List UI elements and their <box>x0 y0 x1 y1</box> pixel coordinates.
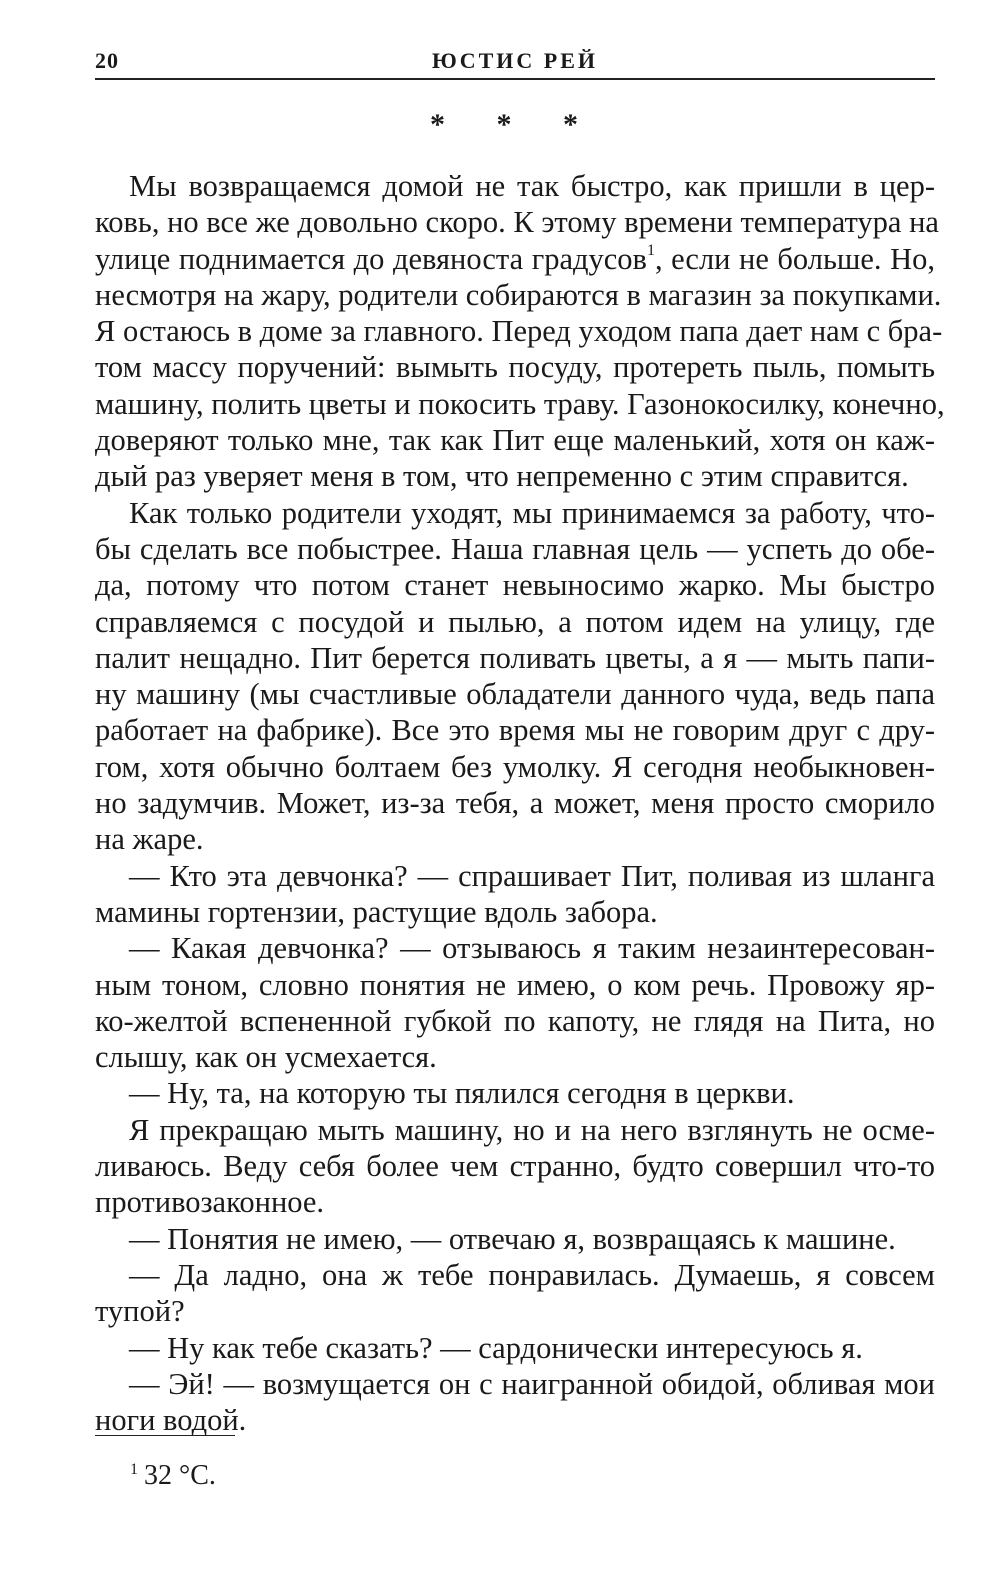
text-fragment: , если не больше. Но, <box>654 241 935 276</box>
text-line: работает на фабрике). Все это время мы не говорим друг с дру- <box>95 713 935 748</box>
text-line: несмотря на жару, родители собираются в магазин за покупками. <box>95 277 942 312</box>
text-line: машину, полить цветы и покосить траву. Газонокосилку, конечно, <box>95 386 945 421</box>
text-line: палит нещадно. Пит берется поливать цветы, а я — мыть папи- <box>95 640 935 675</box>
text-line: гом, хотя обычно болтаем без умолку. Я сегодня необыкновен- <box>95 749 935 784</box>
text-line: но задумчив. Может, из-за тебя, а может, меня просто сморило <box>95 786 935 821</box>
text-line: бы сделать все побыстрее. Наша главная цель — успеть до обе- <box>95 531 935 566</box>
footnote <box>130 1452 216 1494</box>
text-line: Как только родители уходят, мы принимаемся за работу, что- <box>129 495 935 530</box>
text-fragment: улице поднимается до девяноста градусов <box>95 241 647 276</box>
text-line: тупой? <box>95 1294 185 1329</box>
text-line: ковь, но все же довольно скоро. К этому времени температура на <box>95 205 939 240</box>
text-line: ным тоном, словно понятия не имею, о ком речь. Провожу яр- <box>95 967 935 1002</box>
text-line: — Ну как тебе сказать? — сардонически интересуюсь я. <box>129 1330 863 1365</box>
text-line: — Кто эта девчонка? — спрашивает Пит, поливая из шланга <box>129 858 935 893</box>
text-line: том массу поручений: вымыть посуду, протереть пыль, помыть <box>95 350 935 385</box>
text-line: дый раз уверяет меня в том, что непременно с этим справится. <box>95 459 909 494</box>
text-line: — Эй! — возмущается он с наигранной обидой, обливая мои <box>129 1366 935 1401</box>
text-line: — Какая девчонка? — отзываюсь я таким незаинтересован- <box>129 931 935 966</box>
text-line: противозаконное. <box>95 1185 325 1220</box>
footnote-rule <box>95 1435 235 1436</box>
footnote-marker: 1 <box>130 1461 138 1478</box>
text-line: справляемся с посудой и пылью, а потом идем на улицу, где <box>95 604 935 639</box>
body-text <box>95 168 945 1438</box>
text-line: ну машину (мы счастливые обладатели данного чуда, ведь папа <box>95 677 935 712</box>
text-line: доверяют только мне, так как Пит еще маленький, хотя он каж- <box>95 423 935 458</box>
text-line: на жаре. <box>95 822 204 857</box>
text-line: — Ну, та, на которую ты пялился сегодня в церкви. <box>129 1076 795 1111</box>
section-break: * * * <box>430 108 600 141</box>
text-line: — Да ладно, она ж тебе понравилась. Думаешь, я совсем <box>129 1257 935 1292</box>
text-line: да, потому что потом станет невыносимо жарко. Мы быстро <box>95 568 935 603</box>
footnote-reference: 1 <box>646 241 655 259</box>
text-line: ко-желтой вспененной губкой по капоту, не глядя на Пита, но <box>95 1003 935 1038</box>
text-line <box>95 241 935 277</box>
page-header <box>95 44 935 80</box>
running-head: ЮСТИС РЕЙ <box>431 48 599 73</box>
text-line: — Понятия не имею, — отвечаю я, возвращаясь к машине. <box>129 1221 896 1256</box>
text-line: ливаюсь. Веду себя более чем странно, будто совершил что-то <box>95 1149 935 1184</box>
text-line: Мы возвращаемся домой не так быстро, как пришли в цер- <box>129 169 935 203</box>
text-line: Я остаюсь в доме за главного. Перед уходом папа дает нам с бра- <box>95 314 943 349</box>
text-line: слышу, как он усмехается. <box>95 1040 437 1075</box>
page-number: 20 <box>95 48 119 73</box>
text-line: ноги водой. <box>95 1403 247 1438</box>
footnote-text: 32 °С. <box>144 1460 216 1491</box>
text-line: мамины гортензии, растущие вдоль забора. <box>95 894 658 929</box>
text-line: Я прекращаю мыть машину, но и на него взглянуть не осме- <box>129 1112 935 1147</box>
